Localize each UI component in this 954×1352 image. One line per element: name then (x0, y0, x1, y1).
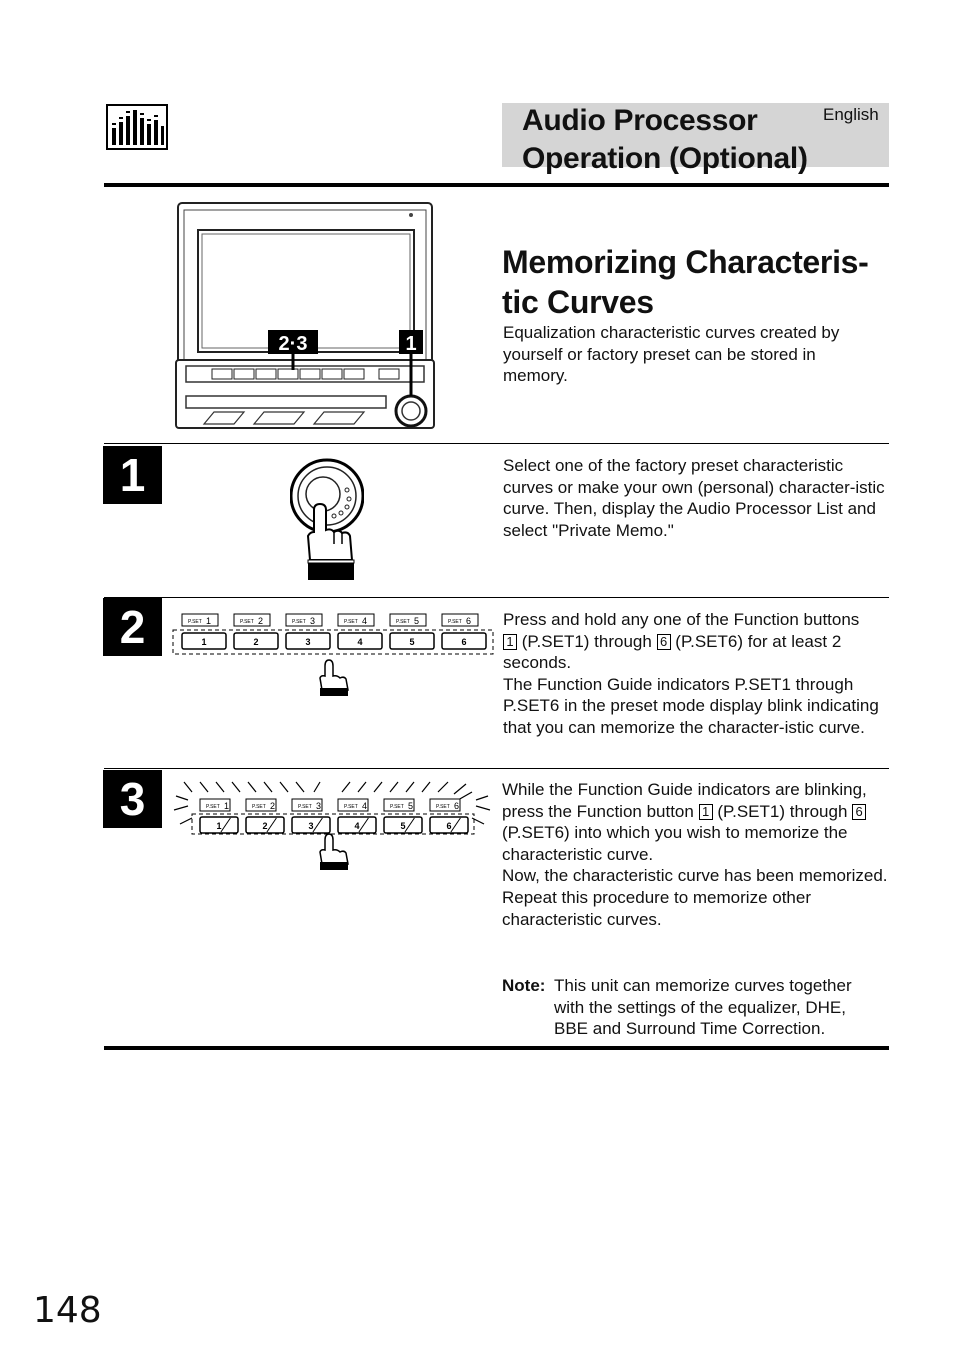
preset-indicator-prefix: P.SET (206, 804, 220, 810)
step-3-divider (104, 768, 889, 769)
function-button-label: 5 (400, 821, 406, 831)
step-3-text (502, 779, 889, 930)
preset-indicator-prefix: P.SET (188, 619, 202, 625)
note-label-text: Note: (502, 976, 546, 995)
preset-indicator-number: 3 (316, 801, 322, 811)
function-button-label: 1 (216, 821, 222, 831)
preset-buttons-figure-step-2 (170, 610, 496, 696)
preset-indicator-row (182, 614, 478, 626)
preset-indicator-prefix: P.SET (240, 619, 254, 625)
preset-indicator-number: 4 (362, 616, 368, 626)
device-front-panel-figure (174, 200, 436, 432)
function-button-label: 1 (201, 637, 207, 647)
step-3-text-e: Repeat this procedure to memorize other characteristic curves. (502, 887, 811, 929)
preset-indicator-prefix: P.SET (252, 804, 266, 810)
step-1-text: Select one of the factory preset characteristic curves or make your own (personal) character-istic curve. Then, display the Audio Processor List and select "Private Memo." (503, 456, 885, 540)
preset-indicator-number: 6 (454, 801, 460, 811)
note-label (502, 975, 554, 997)
rotary-encoder-press-figure (290, 454, 364, 582)
blinking-preset-buttons-figure-step-3 (170, 778, 496, 872)
language-label: English (823, 105, 879, 124)
callout-steps-2-3: 2·3 (278, 333, 308, 355)
function-button-label: 6 (461, 637, 467, 647)
step-3-text-a: While the Function Guide indicators are blinking, press the Function button (502, 780, 867, 821)
preset-indicator-prefix: P.SET (344, 804, 358, 810)
section-intro: Equalization characteristic curves created by yourself or factory preset can be stored in memory. (503, 323, 840, 386)
function-button-label: 6 (446, 821, 452, 831)
preset-indicator-prefix: P.SET (436, 804, 450, 810)
page-number: 148 (33, 1290, 102, 1331)
preset-indicator-number: 2 (270, 801, 276, 811)
function-button-label: 5 (409, 637, 415, 647)
step-3-badge: 3 (103, 770, 162, 828)
button-1-symbol: 1 (699, 804, 713, 820)
preset-indicator-prefix: P.SET (298, 804, 312, 810)
button-6-symbol: 6 (657, 634, 671, 650)
section-title: Memorizing Characteris-tic Curves (502, 244, 869, 320)
function-button-label: 4 (357, 637, 363, 647)
step-2-divider (104, 597, 889, 598)
step-3-text-c: (P.SET6) into which you wish to memorize the characteristic curve. (502, 823, 848, 864)
preset-indicator-number: 3 (310, 616, 316, 626)
preset-indicator-number: 1 (224, 801, 230, 811)
step-1-divider (104, 443, 889, 444)
step-2-text-c: (P.SET6) for at least 2 seconds. (503, 631, 842, 673)
step-2-text-b: (P.SET1) through (521, 631, 652, 651)
preset-indicator-prefix: P.SET (292, 619, 306, 625)
footer-rule (104, 1046, 889, 1050)
step-2-badge: 2 (103, 598, 162, 656)
step-3-text-b: (P.SET1) through (717, 801, 848, 821)
button-6-symbol: 6 (852, 804, 866, 820)
preset-button-row (182, 633, 486, 649)
preset-indicator-number: 6 (466, 616, 472, 626)
equalizer-bars-icon (106, 104, 168, 150)
button-1-symbol: 1 (503, 634, 517, 650)
preset-indicator-number: 4 (362, 801, 368, 811)
preset-indicator-row-blinking (200, 799, 460, 811)
page-title: Audio Processor Operation (Optional) (522, 104, 808, 175)
preset-indicator-number: 2 (258, 616, 264, 626)
preset-indicator-number: 5 (414, 616, 420, 626)
function-button-label: 3 (308, 821, 314, 831)
preset-indicator-number: 5 (408, 801, 414, 811)
step-1-badge: 1 (103, 446, 162, 504)
function-button-label: 4 (354, 821, 360, 831)
step-2-text-a: Press and hold any one of the Function buttons (503, 610, 860, 629)
preset-indicator-number: 1 (206, 616, 212, 626)
header-rule (104, 183, 889, 187)
function-button-label: 2 (253, 637, 259, 647)
preset-indicator-prefix: P.SET (396, 619, 410, 625)
function-button-label: 2 (262, 821, 268, 831)
preset-indicator-prefix: P.SET (448, 619, 462, 625)
preset-button-row-blinking (200, 817, 468, 833)
step-3-text-d: Now, the characteristic curve has been memorized. (502, 866, 888, 886)
preset-indicator-prefix: P.SET (390, 804, 404, 810)
step-2-text-d: The Function Guide indicators P.SET1 through P.SET6 in the preset mode display blink indicating that you can memorize the character-istic curve. (503, 674, 879, 737)
function-button-label: 3 (305, 637, 311, 647)
step-2-text (503, 609, 889, 739)
note-text: This unit can memorize curves together with the settings of the equalizer, DHE, BBE and Surround Time Correction. (554, 976, 852, 1039)
callout-step-1: 1 (405, 333, 417, 355)
preset-indicator-prefix: P.SET (344, 619, 358, 625)
